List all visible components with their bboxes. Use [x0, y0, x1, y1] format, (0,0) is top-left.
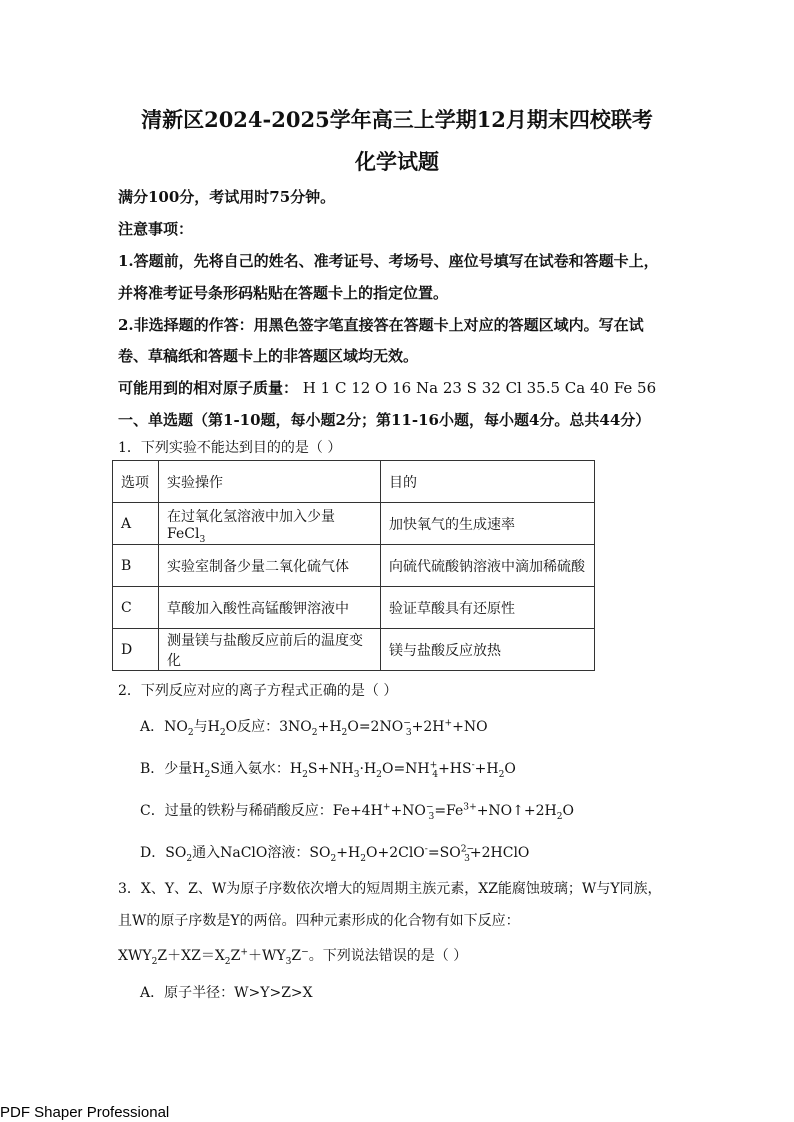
operation-subscript: 3 — [199, 534, 206, 545]
formula-part: Z — [291, 948, 302, 964]
formula-part: O反应：3NO — [225, 719, 312, 735]
atomic-mass-label: 可能用到的相对原子质量： — [118, 379, 299, 397]
note-2-line-1: 2.非选择题的作答：用黑色签字笔直接答在答题卡上对应的答题区域内。写在试 — [118, 316, 644, 334]
row-goal: 镁与盐酸反应放热 — [381, 629, 595, 671]
formula-part: S+NH — [307, 761, 354, 777]
subscript: 2 — [556, 811, 563, 822]
row-goal: 验证草酸具有还原性 — [381, 587, 595, 629]
table-row — [113, 587, 595, 629]
q3-equation — [118, 945, 467, 965]
subscript: 2 — [151, 956, 158, 967]
formula-part: O=NH — [381, 761, 430, 777]
formula-part: +2H — [411, 719, 445, 735]
formula-part: =Fe — [434, 803, 464, 819]
formula-part: 过量的铁粉与稀硝酸反应：Fe+4H — [164, 803, 383, 819]
table-row — [113, 503, 595, 545]
formula-part: S通入氨水：H — [210, 761, 303, 777]
subscript: 2 — [187, 727, 194, 738]
formula-part: +H — [336, 845, 361, 861]
atomic-mass-line — [118, 377, 656, 398]
subscript: 3 — [285, 956, 292, 967]
formula-part: +H — [317, 719, 342, 735]
formula-part: +NO — [390, 803, 426, 819]
watermark: PDF Shaper Professional — [0, 1104, 170, 1121]
row-operation: 实验室制备少量二氧化硫气体 — [159, 545, 381, 587]
exam-meta: 满分100分，考试用时75分钟。 — [118, 188, 336, 206]
option-label: A． — [140, 719, 165, 735]
formula-part: NO — [164, 719, 188, 735]
subscript: 2 — [204, 769, 211, 780]
formula-part: O=2NO — [347, 719, 404, 735]
formula-part: O+2ClO — [366, 845, 425, 861]
row-goal: 加快氧气的生成速率 — [381, 503, 595, 545]
subscript: 3 — [428, 811, 435, 822]
formula-part: 通入NaClO溶液：SO — [192, 845, 331, 861]
row-operation: 草酸加入酸性高锰酸钾溶液中 — [159, 587, 381, 629]
note-1-line-1: 1.答题前，先将自己的姓名、准考证号、考场号、座位号填写在试卷和答题卡上， — [118, 252, 659, 270]
row-option: D — [113, 629, 159, 671]
formula-part: ＋WY — [247, 948, 286, 964]
subscript: 2 — [376, 769, 382, 780]
operation-text: 在过氧化氢溶液中加入少量FeCl — [167, 508, 335, 542]
note-2-line-2: 卷、草稿纸和答题卡上的非答题区域均无效。 — [118, 347, 419, 365]
header-option: 选项 — [113, 461, 159, 503]
subscript: 4 — [432, 769, 439, 780]
title-line-1: 清新区2024-2025学年高三上学期12月期末四校联考 — [141, 107, 653, 132]
superscript: + — [240, 947, 248, 958]
subscript: 3 — [405, 727, 412, 738]
formula-part: Z＋XZ＝X — [157, 948, 225, 964]
option-label: D． — [140, 845, 166, 861]
formula-part: 少量H — [164, 761, 205, 777]
subscript: 2 — [224, 956, 231, 967]
row-goal: 向硫代硫酸钠溶液中滴加稀硫酸 — [381, 545, 595, 587]
formula-part: O — [562, 803, 575, 819]
superscript: - — [424, 844, 428, 855]
q3-option-a: A．原子半径：W>Y>Z>X — [140, 985, 313, 1001]
subscript: 3 — [464, 853, 470, 864]
header-operation: 实验操作 — [159, 461, 381, 503]
superscript: + — [429, 760, 438, 771]
row-option: B — [113, 545, 159, 587]
q1-table — [112, 460, 595, 671]
subscript: 2 — [498, 769, 505, 780]
q2-option-c — [140, 800, 574, 820]
superscript: − — [301, 947, 309, 958]
formula-part: +NO — [452, 719, 488, 735]
q3-stem-line-1: 3．X、Y、Z、W为原子序数依次增大的短周期主族元素，XZ能腐蚀玻璃；W与Y同族， — [118, 881, 662, 897]
subscript: 2 — [311, 727, 318, 738]
q2-option-d — [140, 842, 529, 862]
table-row — [113, 545, 595, 587]
title-line-2: 化学试题 — [355, 149, 439, 174]
formula-part: +HS — [438, 761, 472, 777]
superscript: 3+ — [463, 802, 477, 813]
note-1-line-2: 并将准考证号条形码粘贴在答题卡上的指定位置。 — [118, 284, 449, 302]
q1-stem: 1．下列实验不能达到目的的是（ ） — [118, 440, 342, 456]
formula-part: O — [504, 761, 516, 777]
formula-part: 。下列说法错误的是（ ） — [308, 948, 468, 964]
section-1-heading: 一、单选题（第1-10题，每小题2分；第11-16小题，每小题4分。总共44分） — [118, 411, 651, 429]
subscript: 2 — [360, 853, 366, 864]
formula-part: +2HClO — [469, 845, 530, 861]
formula-part: +H — [474, 761, 499, 777]
formula-part: =SO — [427, 845, 461, 861]
formula-part: 与H — [193, 719, 220, 735]
superscript: + — [382, 802, 391, 813]
superscript: 2− — [460, 844, 475, 855]
row-option: C — [113, 587, 159, 629]
subscript: 2 — [302, 769, 308, 780]
subscript: 2 — [186, 853, 193, 864]
subscript: 2 — [219, 727, 226, 738]
q2-option-b — [140, 758, 516, 778]
formula-part: XWY — [118, 948, 152, 964]
subscript: 2 — [330, 853, 337, 864]
formula-part: +NO↑+2H — [476, 803, 557, 819]
formula-part: ·H — [359, 761, 377, 777]
superscript: + — [444, 718, 453, 729]
row-option: A — [113, 503, 159, 545]
option-label: B． — [140, 761, 165, 777]
subscript: 2 — [341, 727, 348, 738]
table-header-row — [113, 461, 595, 503]
notes-heading: 注意事项： — [118, 220, 194, 238]
row-operation: 测量镁与盐酸反应前后的温度变化 — [159, 629, 381, 671]
superscript: − — [403, 718, 411, 729]
header-goal: 目的 — [381, 461, 595, 503]
q2-option-a — [140, 716, 488, 736]
option-label: C． — [140, 803, 165, 819]
formula-part: SO — [165, 845, 187, 861]
q2-stem: 2．下列反应对应的离子方程式正确的是（ ） — [118, 683, 398, 699]
row-operation — [159, 503, 381, 545]
table-row — [113, 629, 595, 671]
superscript: - — [471, 760, 475, 771]
q3-stem-line-2: 且W的原子序数是Y的两倍。四种元素形成的化合物有如下反应： — [118, 913, 520, 929]
subscript: 3 — [353, 769, 360, 780]
superscript: − — [425, 802, 434, 813]
atomic-mass-values: H 1 C 12 O 16 Na 23 S 32 Cl 35.5 Ca 40 Fe 56 — [302, 379, 657, 397]
formula-part: Z — [230, 948, 241, 964]
